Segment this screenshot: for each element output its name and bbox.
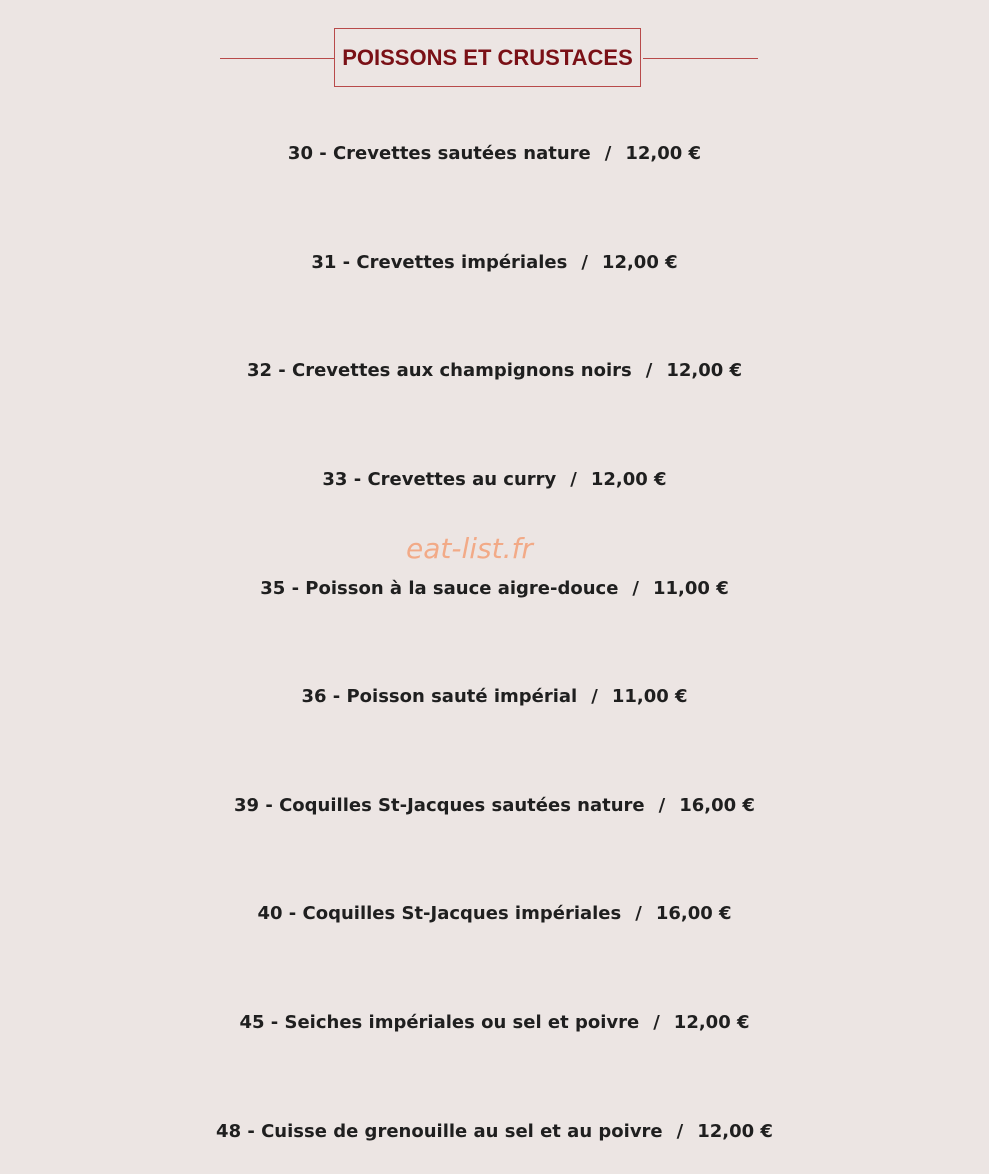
menu-item-name: 32 - Crevettes aux champignons noirs bbox=[246, 360, 632, 381]
price-separator: / bbox=[570, 469, 577, 490]
section-title: POISSONS ET CRUSTACES bbox=[342, 44, 633, 70]
menu-item-price: 11,00 € bbox=[653, 578, 729, 599]
menu-item-name: 39 - Coquilles St-Jacques sautées nature bbox=[234, 795, 645, 816]
menu-item bbox=[0, 251, 989, 275]
menu-item-price: 12,00 € bbox=[625, 143, 702, 164]
header-rule-right bbox=[643, 58, 758, 59]
menu-item bbox=[0, 1120, 989, 1144]
menu-item bbox=[0, 794, 989, 818]
menu-item-price: 12,00 € bbox=[673, 1012, 750, 1033]
menu-item-name: 36 - Poisson sauté impérial bbox=[301, 686, 578, 707]
section-header bbox=[0, 28, 989, 89]
price-separator: / bbox=[632, 578, 639, 599]
menu-item-price: 12,00 € bbox=[697, 1121, 773, 1142]
menu-item-name: 40 - Coquilles St-Jacques impériales bbox=[257, 903, 622, 924]
menu-item-price: 12,00 € bbox=[590, 469, 667, 490]
menu-item bbox=[0, 142, 989, 166]
price-separator: / bbox=[591, 686, 598, 707]
menu-item-name: 48 - Cuisse de grenouille au sel et au poivre bbox=[216, 1121, 663, 1142]
menu-item-price: 16,00 € bbox=[679, 795, 755, 816]
price-separator: / bbox=[676, 1121, 684, 1142]
menu-item bbox=[0, 685, 989, 709]
header-rule-left bbox=[220, 58, 334, 59]
menu-item bbox=[0, 577, 989, 601]
menu-item bbox=[0, 1011, 989, 1035]
menu-item-price: 12,00 € bbox=[601, 252, 678, 273]
menu-item-name: 30 - Crevettes sautées nature bbox=[287, 143, 591, 164]
menu-item-price: 16,00 € bbox=[655, 903, 732, 924]
price-separator: / bbox=[653, 1012, 660, 1033]
section-title-box bbox=[334, 28, 641, 87]
menu-item-name: 35 - Poisson à la sauce aigre-douce bbox=[260, 578, 619, 599]
price-separator: / bbox=[581, 252, 588, 273]
price-separator: / bbox=[635, 903, 642, 924]
price-separator: / bbox=[658, 795, 666, 816]
menu-item-name: 45 - Seiches impériales ou sel et poivre bbox=[239, 1012, 640, 1033]
menu-item bbox=[0, 902, 989, 926]
menu-item-name: 33 - Crevettes au curry bbox=[322, 469, 557, 490]
menu-item-price: 12,00 € bbox=[666, 360, 743, 381]
watermark: eat-list.fr bbox=[406, 532, 533, 565]
menu-item-name: 31 - Crevettes impériales bbox=[311, 252, 568, 273]
menu-item bbox=[0, 359, 989, 383]
menu-item bbox=[0, 468, 989, 492]
price-separator: / bbox=[645, 360, 653, 381]
price-separator: / bbox=[604, 143, 612, 164]
menu-item-price: 11,00 € bbox=[611, 686, 688, 707]
